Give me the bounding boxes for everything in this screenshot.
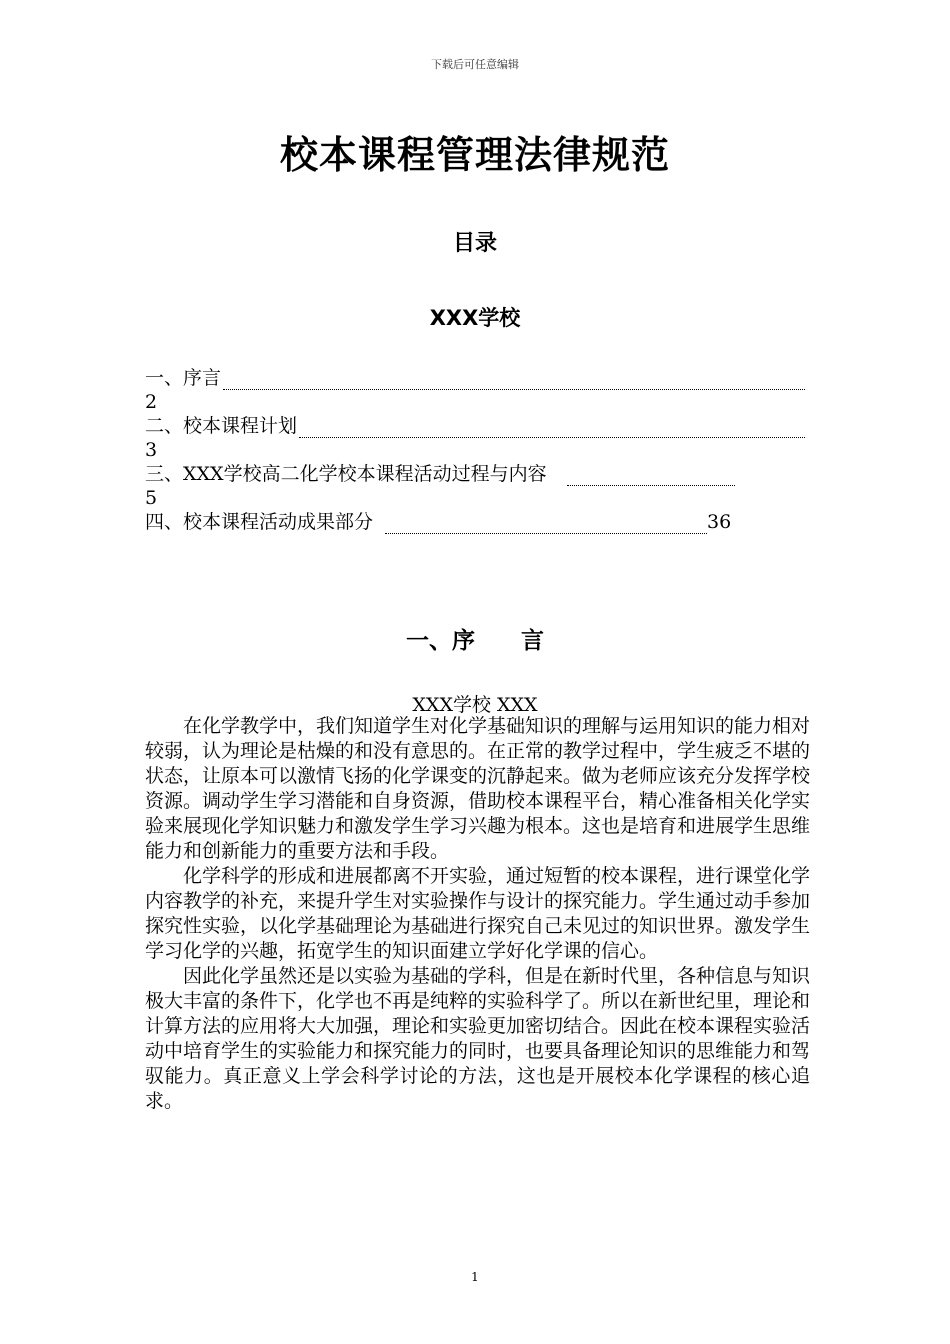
toc-entry[interactable]: [145, 462, 805, 486]
toc-entry[interactable]: [145, 366, 805, 390]
toc-entry-page: 5: [145, 487, 158, 509]
toc-entry-text: 二、校本课程计划: [145, 415, 298, 437]
toc-leader: [223, 375, 805, 390]
toc-entry-page-line: [145, 486, 805, 510]
toc-entry-page-line: [145, 438, 805, 462]
toc-entry-page: 2: [145, 391, 158, 413]
section-body: [145, 714, 810, 1114]
toc-entry[interactable]: [145, 510, 805, 534]
paragraph: 因此化学虽然还是以实验为基础的学科，但是在新时代里，各种信息与知识极大丰富的条件下，化学也不再是纯粹的实验科学了。所以在新世纪里，理论和计算方法的应用将大大加强，理论和实验更加密切结合。因此在校本课程实验活动中培育学生的实验能力和探究能力的同时，也要具备理论知识的思维能力和驾驭能力。真正意义上学会科学讨论的方法，这也是开展校本化学课程的核心追求。: [145, 965, 811, 1112]
toc-entry-text: 一、序言: [145, 367, 222, 389]
toc-entry-page: 3: [145, 439, 158, 461]
table-of-contents: [145, 366, 805, 534]
toc-entry-page: 36: [707, 511, 732, 533]
paragraph: 在化学教学中，我们知道学生对化学基础知识的理解与运用知识的能力相对较弱，认为理论是枯燥的和没有意思的。在正常的教学过程中，学生疲乏不堪的状态，让原本可以激情飞扬的化学课变的沉静起来。做为老师应该充分发挥学校资源。调动学生学习潜能和自身资源，借助校本课程平台，精心准备相关化学实验来展现化学知识魅力和激发学生学习兴趣为根本。这也是培育和进展学生思维能力和创新能力的重要方法和手段。: [145, 715, 811, 862]
page-number: 1: [471, 1270, 479, 1284]
toc-entry-text: 三、XXX学校高二化学校本课程活动过程与内容: [145, 463, 547, 485]
toc-leader: [299, 423, 805, 438]
toc-entry-page-line: [145, 390, 805, 414]
document-title: 校本课程管理法律规范: [279, 133, 670, 177]
header-note: 下载后可任意编辑: [431, 58, 519, 71]
toc-leader: [385, 519, 707, 534]
section-heading-part: 言: [521, 628, 544, 654]
toc-leader: [567, 471, 735, 486]
toc-entry-text: 四、校本课程活动成果部分: [145, 511, 374, 533]
author-line: XXX学校 XXX: [412, 694, 538, 716]
section-heading-part: 一、序: [406, 628, 475, 654]
paragraph: 化学科学的形成和进展都离不开实验，通过短暂的校本课程，进行课堂化学内容教学的补充，来提升学生对实验操作与设计的探究能力。学生通过动手参加探究性实验，以化学基础理论为基础进行探究自己未见过的知识世界。激发学生学习化学的兴趣，拓宽学生的知识面建立学好化学课的信心。: [145, 865, 811, 962]
school-name: XXX学校: [429, 306, 521, 330]
toc-heading: 目录: [452, 231, 497, 256]
toc-entry[interactable]: [145, 414, 805, 438]
section-heading: [0, 622, 950, 655]
